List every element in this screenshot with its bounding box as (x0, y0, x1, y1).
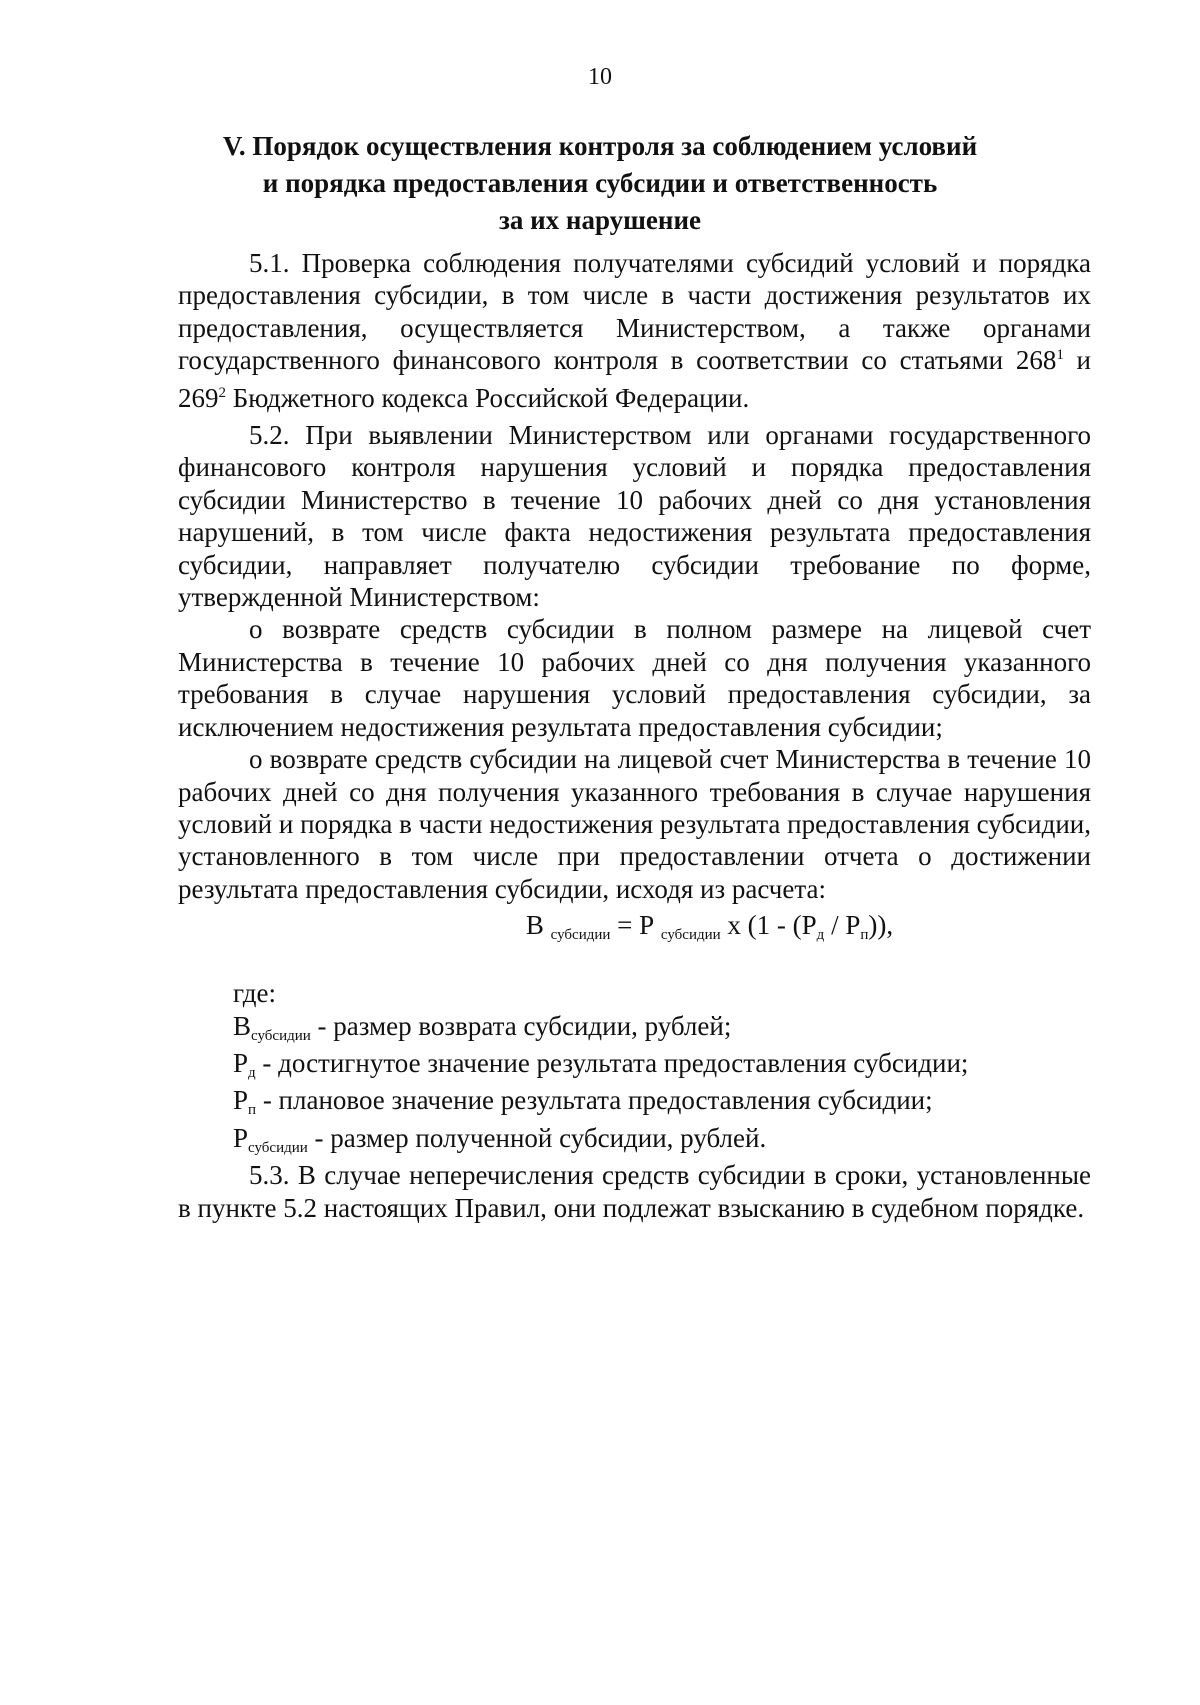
list-item-refund-full: о возврате средств субсидии в полном размере на лицевой счет Министерства в течение 10 рабочих дней со дня получения указанного требования в случае нарушения условий предоставления субсидии, за исключением недостижения результата предоставления субсидии; (178, 614, 1091, 742)
formula-part: )), (868, 910, 894, 941)
formula-subscript: д (816, 927, 825, 944)
definition-subscript: субсидии (251, 1027, 311, 1044)
definition-subscript: субсидии (248, 1139, 308, 1156)
where-label: где: (233, 978, 276, 1009)
definition-symbol: Р (233, 1085, 249, 1116)
footnote-mark: 2 (218, 384, 226, 401)
paragraph-5-1 (178, 247, 1091, 419)
paragraph-5-1-text: 5.1. Проверка соблюдения получателями субсидий условий и порядка предоставления субсидии, в том числе в части достижения результатов их предоставления, осуществляется Министерством, а также органами государственного финансового контроля в соответствии со статьями 268 (178, 248, 1091, 376)
paragraph-5-3: 5.3. В случае неперечисления средств субсидии в сроки, установленные в пункте 5.2 настоящих Правил, они подлежат взысканию в судебном порядке. (178, 1160, 1091, 1223)
formula-subscript: субсидии (660, 927, 721, 944)
definition-symbol: В (233, 1010, 252, 1041)
definition-symbol: Р (233, 1122, 249, 1153)
paragraph-5-1-text: и 269 (178, 345, 1091, 413)
definition-subscript: п (248, 1102, 257, 1119)
formula-symbol: В (525, 910, 544, 941)
formula-subscript: субсидии (550, 927, 611, 944)
section-title-line: V. Порядок осуществления контроля за соблюдением условий (222, 131, 978, 161)
footnote-mark: 1 (1056, 347, 1064, 364)
section-title-line: за их нарушение (499, 205, 701, 235)
paragraph-5-1-text: Бюджетного кодекса Российской Федерации. (226, 382, 750, 413)
definition-subscript: д (248, 1064, 256, 1081)
definition-b-subsidy (178, 1010, 1091, 1047)
section-title-line: и порядка предоставления субсидии и ответственность (262, 168, 938, 198)
formula-subscript: п (860, 927, 869, 944)
formula-part: = Р (610, 910, 655, 941)
document-body (178, 247, 1091, 1224)
formula-part: х (1 - (Р (720, 910, 817, 941)
definition-p-planned (178, 1084, 1091, 1121)
list-item-refund-partial: о возврате средств субсидии на лицевой счет Министерства в течение 10 рабочих дней со дня получения указанного требования в случае нарушения условий и порядка в части недостижения результата предоставления субсидии, установленного в том числе при предоставлении отчета о достижении результата предоставления субсидии, исходя из расчета: (178, 744, 1091, 904)
definition-text: - размер полученной субсидии, рублей. (307, 1122, 767, 1153)
definition-p-achieved (178, 1047, 1091, 1084)
definition-text: - размер возврата субсидии, рублей; (310, 1010, 732, 1041)
paragraph-5-2: 5.2. При выявлении Министерством или органами государственного финансового контроля нарушения условий и порядка предоставления субсидии Министерство в течение 10 рабочих дней со дня установления нарушений, в том числе факта недостижения результата предоставления субсидии, направляет получателю субсидии требование по форме, утвержденной Министерством: (178, 420, 1091, 613)
formula-part: / Р (824, 910, 861, 941)
page-number: 10 (588, 64, 612, 90)
definition-symbol: Р (233, 1047, 249, 1078)
refund-formula (178, 905, 1091, 977)
definition-text: - плановое значение результата предоставления субсидии; (256, 1085, 933, 1116)
section-title (180, 128, 1020, 239)
definition-p-subsidy (178, 1122, 1091, 1159)
definition-text: - достигнутое значение результата предоставления субсидии; (255, 1047, 969, 1078)
